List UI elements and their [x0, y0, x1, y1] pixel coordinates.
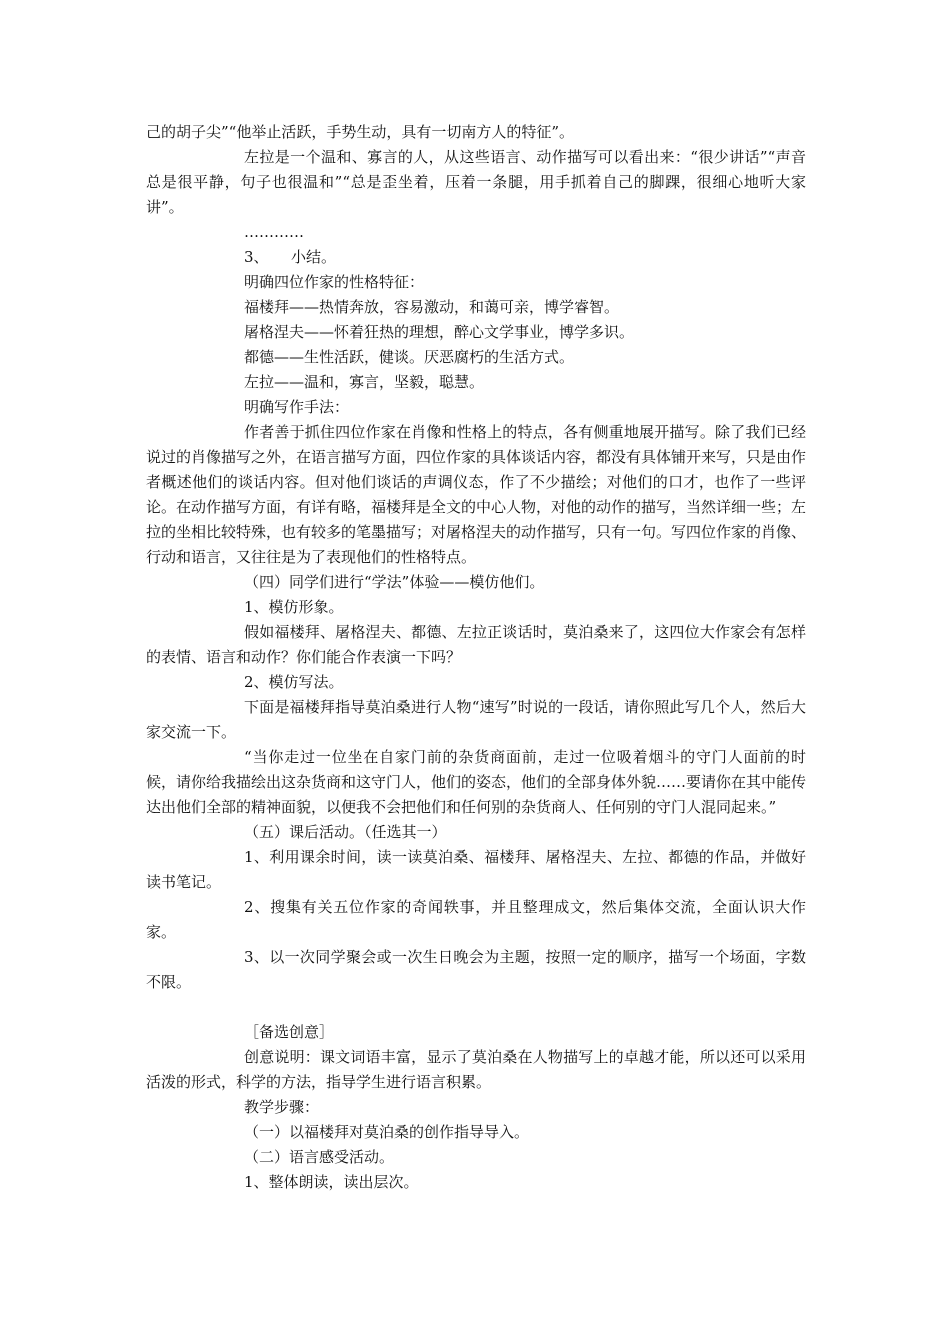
paragraph-writing-technique: 作者善于抓住四位作家在肖像和性格上的特点，各有侧重地展开描写。除了我们已经说过的肖像描写之外，在语言描写方面，四位作家的具体谈话内容，都没有具体铺开来写，只是由作者概述他们的谈话内容。但对他们谈话的声调仪态，作了不少描绘；对他们的口才，也作了一些评论。在动作描写方面，有详有略，福楼拜是全文的中心人物，对他的动作的描写，当然详细一些；左拉的坐相比较特殊，也有较多的笔墨描写；对屠格涅夫的动作描写，只有一句。写四位作家的肖像、行动和语言，又往往是为了表现他们的性格特点。 — [146, 423, 807, 566]
heading-section-four: （四）同学们进行“学法”体验——模仿他们。 — [244, 573, 545, 591]
paragraph-step-two-item-one: 1、整体朗读，读出层次。 — [244, 1173, 419, 1191]
paragraph-zola-description: 左拉是一个温和、寡言的人，从这些语言、动作描写可以看出来：“很少讲话”“声音总是很平静，句子也很温和”“总是歪坐着，压着一条腿，用手抓着自己的脚踝，很细心地听大家讲”。 — [146, 148, 806, 216]
heading-imitate-image: 1、模仿形象。 — [244, 598, 344, 616]
paragraph-activity-three: 3、以一次同学聚会或一次生日晚会为主题，按照一定的顺序，描写一个场面，字数不限。 — [146, 948, 806, 991]
heading-section-five: （五）课后活动。（任选其一） — [244, 823, 447, 841]
paragraph-turgenev-traits: 屠格涅夫——怀着狂热的理想，醉心文学事业，博学多识。 — [244, 323, 635, 341]
paragraph-idea-description: 创意说明：课文词语丰富，显示了莫泊桑在人物描写上的卓越才能，所以还可以采用活泼的形式，科学的方法，指导学生进行语言积累。 — [146, 1048, 806, 1091]
paragraph-imitate-writing: 下面是福楼拜指导莫泊桑进行人物“速写”时说的一段话，请你照此写几个人，然后大家交流一下。 — [146, 698, 806, 741]
paragraph-ellipsis: ………… — [244, 223, 304, 241]
paragraph-writing-technique-intro: 明确写作手法： — [244, 398, 350, 416]
document-body — [146, 120, 806, 1195]
heading-teaching-steps: 教学步骤： — [244, 1098, 320, 1116]
paragraph-dude-beard-continuation: 己的胡子尖”“他举止活跃，手势生动，具有一切南方人的特征”。 — [146, 123, 575, 141]
paragraph-daudet-traits: 都德——生性活跃，健谈。厌恶腐朽的生活方式。 — [244, 348, 575, 366]
paragraph-activity-two: 2、搜集有关五位作家的奇闻轶事，并且整理成文，然后集体交流，全面认识大作家。 — [146, 898, 806, 941]
paragraph-activity-one: 1、利用课余时间，读一读莫泊桑、福楼拜、屠格涅夫、左拉、都德的作品，并做好读书笔记。 — [146, 848, 806, 891]
heading-imitate-writing: 2、模仿写法。 — [244, 673, 344, 691]
paragraph-flaubert-traits: 福楼拜——热情奔放，容易激动，和蔼可亲，博学睿智。 — [244, 298, 620, 316]
heading-summary: 3、 小结。 — [244, 248, 337, 266]
paragraph-zola-traits: 左拉——温和，寡言，坚毅，聪慧。 — [244, 373, 485, 391]
paragraph-character-traits-intro: 明确四位作家的性格特征： — [244, 273, 425, 291]
paragraph-flaubert-quote: “当你走过一位坐在自家门前的杂货商面前，走过一位吸着烟斗的守门人面前的时候，请你给我描绘出这杂货商和这守门人，他们的姿态，他们的全部身体外貌……要请你在其中能传达出他们全部的精神面貌，以便我不会把他们和任何别的杂货商人、任何别的守门人混同起来。” — [146, 748, 807, 816]
paragraph-spacer — [146, 995, 806, 1020]
paragraph-step-one: （一）以福楼拜对莫泊桑的创作指导导入。 — [244, 1123, 530, 1141]
paragraph-step-two: （二）语言感受活动。 — [244, 1148, 395, 1166]
heading-alternative-idea: ［备选创意］ — [244, 1023, 335, 1041]
paragraph-imitate-image: 假如福楼拜、屠格涅夫、都德、左拉正谈话时，莫泊桑来了，这四位大作家会有怎样的表情、语言和动作？你们能合作表演一下吗？ — [146, 623, 806, 666]
